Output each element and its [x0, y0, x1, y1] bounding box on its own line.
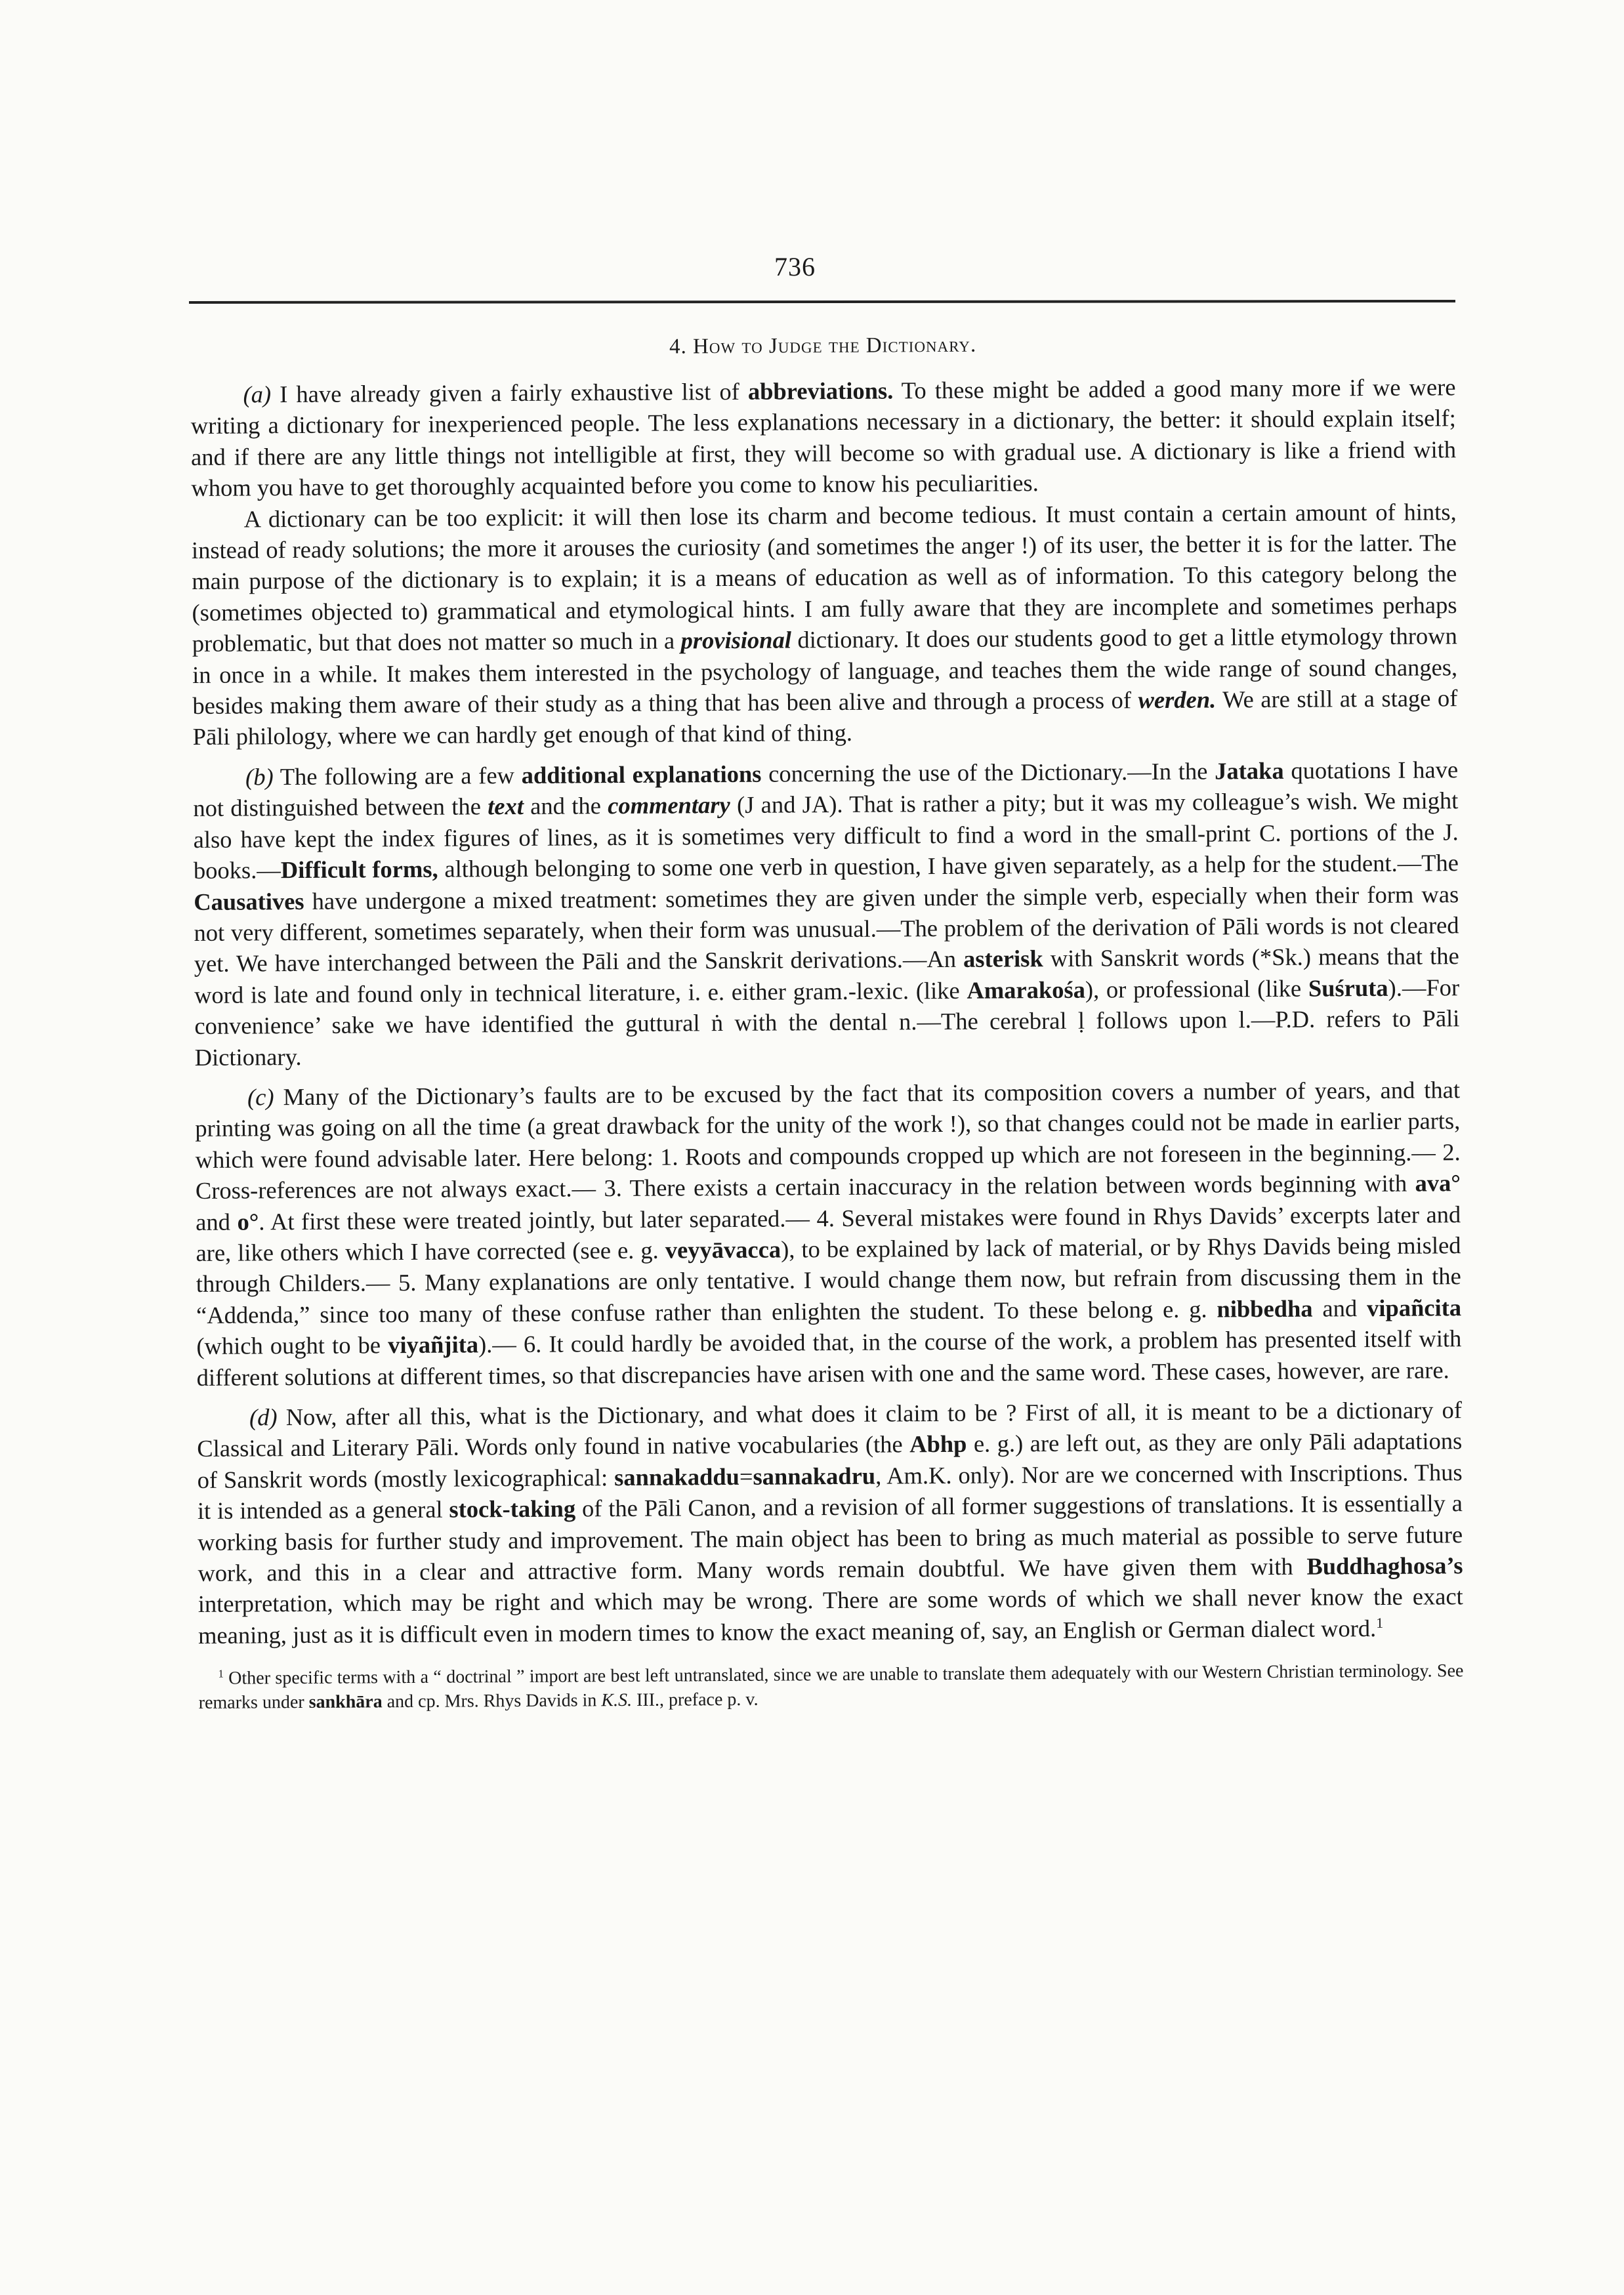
para-label: (d): [249, 1403, 278, 1431]
paragraph-c: (c) Many of the Dictionary’s faults are to be excused by the fact that its composition covers a number of years, and that printing was going on all the time (a great drawback for the unity of the work !), so that changes could not be made in earlier parts, which were found advisable later. Here belong: 1. Roots and compounds cropped up which are not foreseen in the beginning.— 2. Cross-references are not always exact.— 3. There exists a certain inaccuracy in the relation between words beginning with ava° and o°. At first these were treated jointly, but later separated.— 4. Several mistakes were found in Rhys Davids’ excerpts later and are, like others which I have corrected (see e. g. veyyāvacca), to be explained by lack of material, or by Rhys Davids being misled through Childers.— 5. Many explanations are only tentative. I would change them now, but refrain from discussing them in the “Addenda,” since too many of these confuse rather than enlighten the student. To these belong e. g. nibbedha and vipañcita (which ought to be viyañjita).— 6. It could hardly be avoided that, in the course of the work, a problem has presented itself with different solutions at different times, so that discrepancies have arisen with one and the same word. These cases, however, are rare.: [195, 1076, 1462, 1391]
paragraph-d: (d) Now, after all this, what is the Dictionary, and what does it claim to be ? First of all, it is meant to be a dictionary of Classical and Literary Pāli. Words only found in native vocabularies (the Abhp e. g.) are left out, as they are only Pāli adaptations of Sanskrit words (mostly lexicographical: sannakaddu=sannakadru, Am.K. only). Nor are we concerned with Inscriptions. Thus it is intended as a general stock-taking of the Pāli Canon, and a revision of all former suggestions of translations. It is essentially a working basis for further study and improvement. The main object has been to bring as much material as possible to serve future work, and this in a clear and attractive form. Many words remain doubtful. We have given them with Buddhaghosa’s interpretation, which may be right and which may be wrong. There are some words of which we shall never know the exact meaning, just as it is difficult even in modern times to know the exact meaning of, say, an English or German dialect word.$^1$: [197, 1396, 1463, 1649]
bold-term: Amarakośa: [967, 976, 1085, 1004]
page-body: [190, 330, 1464, 1733]
header-rule: [189, 300, 1455, 304]
bold-term: additional explanations: [521, 760, 762, 789]
page-number: 736: [774, 252, 816, 281]
bold-term: viyañjita: [388, 1331, 479, 1359]
bold-term: Buddhaghosa’s: [1306, 1552, 1463, 1580]
para-label: (c): [247, 1083, 274, 1111]
bold-term: o°: [237, 1207, 259, 1235]
italic-term: text: [488, 793, 524, 820]
bold-term: sannakaddu: [614, 1462, 740, 1491]
section-title: [190, 330, 1455, 362]
bold-term: veyyāvacca: [665, 1235, 781, 1264]
section-number: 4.: [669, 335, 687, 359]
bold-term: Causatives: [194, 887, 304, 915]
bold-term: asterisk: [963, 945, 1043, 973]
paragraph-a-2: A dictionary can be too explicit: it will then lose its charm and become tedious. It must contain a certain amount of hints, instead of ready solutions; the more it arouses the curiosity (and sometimes the anger !) of its user, the better it is for the latter. The main purpose of the dictionary is to explain; it is a means of education as well as of information. To this category belong the (sometimes objected to) grammatical and etymological hints. I am fully aware that they are incomplete and sometimes perhaps problematic, but that does not matter so much in a provisional dictionary. It does our students good to get a little etymology thrown in once in a while. It makes them interested in the psychology of language, and teaches them the wide range of sound changes, besides making them aware of their study as a thing that has been alive and through a process of werden. We are still at a stage of Pāli philology, where we can hardly get enough of that kind of thing.: [191, 497, 1458, 751]
footnote: $^1$ Other specific terms with a “ doctrinal ” import are best left untranslated, since we are unable to translate them adequately with our Western Christian terminology. See remarks under sankhāra and cp. Mrs. Rhys Davids in K.S. III., preface p. v.: [198, 1661, 1464, 1714]
italic-term: commentary: [608, 791, 730, 819]
bold-term: abbreviations.: [747, 377, 894, 405]
bold-term: sankhāra: [308, 1691, 383, 1713]
paragraph-b: (b) The following are a few additional explanations concerning the use of the Dictionary.—In the Jataka quotations I have not distinguished between the text and the commentary (J and JA). That is rather a pity; but it was my colleague’s wish. We might also have kept the index figures of lines, as it is sometimes very difficult to find a word in the small-print C. portions of the J. books.—Difficult forms, although belonging to some one verb in question, I have given separately, as a help for the student.—The Causatives have undergone a mixed treatment: sometimes they are given under the simple verb, especially when their form was not very different, sometimes separately, when their form was unusual.—The problem of the derivation of Pāli words is not cleared yet. We have interchanged between the Pāli and the Sanskrit derivations.—An asterisk with Sanskrit words (*Sk.) means that the word is late and found only in technical literature, i. e. either gram.-lexic. (like Amarakośa), or professional (like Suśruta).—For convenience’ sake we have identified the guttural ṅ with the dental n.—The cerebral ḷ follows upon l.—P.D. refers to Pāli Dictionary.: [193, 756, 1460, 1071]
bold-term: nibbedha: [1217, 1294, 1313, 1323]
italic-term: K.S.: [601, 1690, 633, 1711]
section-title-text: How to Judge the Dictionary.: [692, 333, 977, 359]
para-label: (a): [243, 381, 272, 408]
bold-term: vipañcita: [1366, 1293, 1462, 1321]
bold-term: Difficult forms,: [280, 855, 438, 884]
bold-term: ava°: [1415, 1169, 1461, 1197]
bold-term: Abhp: [909, 1430, 967, 1458]
para-label: (b): [245, 763, 274, 791]
footnote-ref: 1: [1376, 1614, 1384, 1631]
footnote-marker: 1: [218, 1667, 224, 1680]
bold-term: Suśruta: [1308, 974, 1388, 1002]
paragraph-a-1: (a) I have already given a fairly exhaustive list of abbreviations. To these might be added a good many more if we were writing a dictionary for inexperienced people. The less explanations necessary in a dictionary, the better: it should explain itself; and if there are any little things not intelligible at first, they will become so with gradual use. A dictionary is like a friend with whom you have to get thoroughly acquainted before you come to know his peculiarities.: [190, 373, 1457, 502]
italic-term: werden.: [1138, 686, 1217, 714]
italic-term: provisional: [680, 626, 792, 654]
bold-term: stock-taking: [449, 1495, 576, 1523]
bold-term: sannakadru: [753, 1462, 876, 1490]
bold-term: Jataka: [1215, 756, 1284, 785]
